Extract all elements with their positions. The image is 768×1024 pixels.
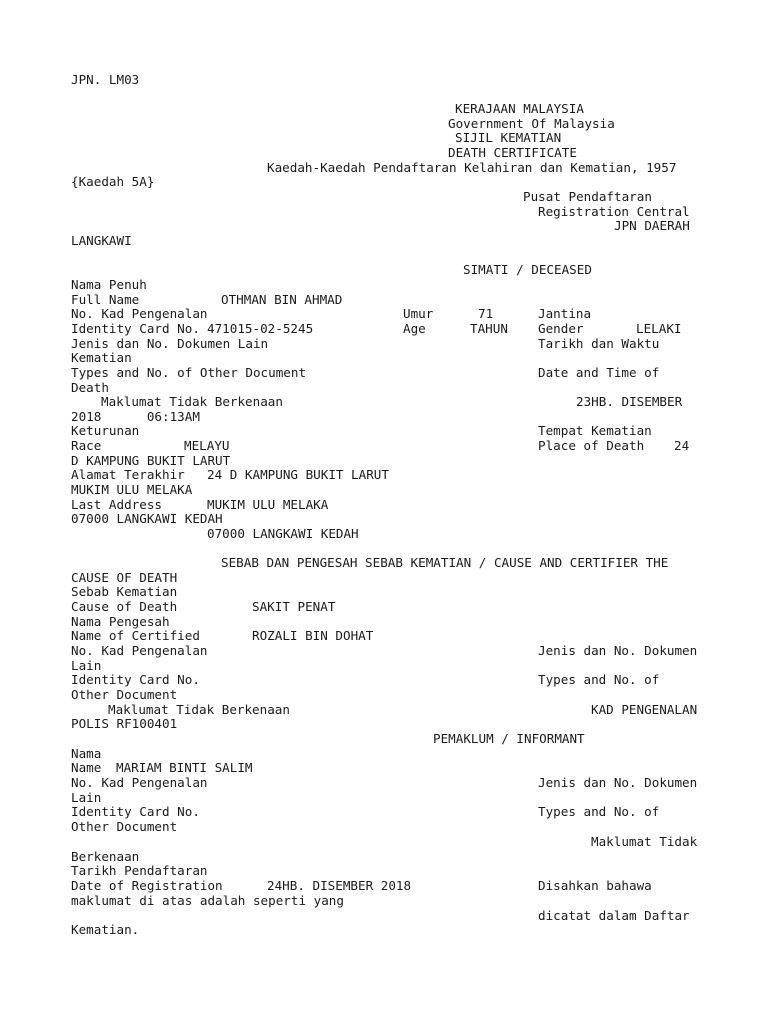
certifier-ic-value: Maklumat Tidak Berkenaan [108,702,290,717]
registration-centre-label-english: Registration Central [538,204,690,219]
certifier-doc-label-english: Types and No. of [538,672,660,687]
age-label-malay: Umur [403,306,434,321]
deceased-other-document: Maklumat Tidak Berkenaan [101,394,283,409]
death-date-time: 2018 06:13AM [71,409,200,424]
last-address-line-1: 24 D KAMPUNG BUKIT LARUT [207,467,389,482]
other-document-label-malay-wrap: Kematian [71,350,132,365]
death-datetime-label-english: Date and Time of [538,365,660,380]
other-document-label-malay: Jenis dan No. Dokumen Lain [71,336,269,351]
other-document-label-english-wrap: Death [71,380,109,395]
registration-centre-name: JPN DAERAH [614,218,690,233]
informant-doc-value: Maklumat Tidak [591,834,698,849]
rule-reference: {Kaedah 5A} [71,174,155,189]
certifier-label-english: Name of Certified [71,628,200,643]
gender-label-malay: Jantina [538,306,592,321]
certifier-label-malay: Nama Pengesah [71,614,170,629]
deceased-full-name: OTHMAN BIN AHMAD [221,292,343,307]
registration-centre-district: LANGKAWI [71,233,132,248]
gender-label-english: Gender [538,321,584,336]
place-of-death-label-english: Place of Death [538,438,645,453]
certificate-title-english: DEATH CERTIFICATE [448,145,577,160]
death-datetime-label-malay: Tarikh dan Waktu [538,336,660,351]
informant-name-label-malay: Nama [71,746,102,761]
deceased-age: 71 [478,306,494,321]
other-document-label-english: Types and No. of Other Document [71,365,307,380]
full-name-label-malay: Nama Penuh [71,277,147,292]
registration-date: 24HB. DISEMBER 2018 [267,878,412,893]
deceased-gender: LELAKI [636,321,682,336]
place-of-death-wrap: D KAMPUNG BUKIT LARUT [71,453,231,468]
death-date: 23HB. DISEMBER [576,394,683,409]
cause-section-title-wrap: CAUSE OF DEATH [71,570,178,585]
certifier-ic-label-english: Identity Card No. [71,672,200,687]
verification-statement-4: Kematian. [71,922,140,937]
last-address-wrap-1: MUKIM ULU MELAKA [71,482,193,497]
registration-date-label-english: Date of Registration [71,878,223,893]
cause-section-title: SEBAB DAN PENGESAH SEBAB KEMATIAN / CAUSE AND CERTIFIER THE [221,555,669,570]
informant-name: MARIAM BINTI SALIM [116,760,253,775]
certifier-doc-label-malay: Jenis dan No. Dokumen [538,643,698,658]
race-label-english: Race [71,438,102,453]
informant-name-label-english: Name [71,760,102,775]
cause-of-death-label-english: Cause of Death [71,599,178,614]
age-label-english: Age [403,321,426,336]
ic-label-malay: No. Kad Pengenalan [71,306,208,321]
certifier-doc-value-wrap: POLIS RF100401 [71,716,178,731]
last-address-wrap-2: 07000 LANGKAWI KEDAH [71,511,223,526]
race-label-malay: Keturunan [71,423,140,438]
informant-doc-label-malay-wrap: Lain [71,790,102,805]
last-address-line-3: 07000 LANGKAWI KEDAH [207,526,359,541]
government-name-malay: KERAJAAN MALAYSIA [455,101,584,116]
deceased-section-title: SIMATI / DECEASED [463,262,592,277]
informant-ic-label-english: Identity Card No. [71,804,200,819]
age-unit: TAHUN [470,321,508,336]
last-address-line-2: MUKIM ULU MELAKA [207,497,329,512]
deceased-race: MELAYU [184,438,230,453]
informant-doc-label-malay: Jenis dan No. Dokumen [538,775,698,790]
certifier-ic-label-malay: No. Kad Pengenalan [71,643,208,658]
cause-of-death-label-malay: Sebab Kematian [71,584,178,599]
full-name-label-english: Full Name [71,292,140,307]
place-of-death-label-malay: Tempat Kematian [538,423,652,438]
certifier-doc-value: KAD PENGENALAN [591,702,698,717]
verification-statement-1: Disahkan bahawa [538,878,652,893]
form-code: JPN. LM03 [71,72,140,87]
informant-doc-label-english-wrap: Other Document [71,819,178,834]
informant-doc-label-english: Types and No. of [538,804,660,819]
verification-statement-3: dicatat dalam Daftar [538,908,690,923]
last-address-label-malay: Alamat Terakhir [71,467,185,482]
registration-date-label-malay: Tarikh Pendaftaran [71,863,208,878]
cause-of-death: SAKIT PENAT [252,599,336,614]
registration-centre-label-malay: Pusat Pendaftaran [523,189,652,204]
last-address-label-english: Last Address [71,497,162,512]
place-of-death: 24 [674,438,690,453]
deceased-ic-number: 471015-02-5245 [207,321,314,336]
certifier-doc-label-english-wrap: Other Document [71,687,178,702]
verification-statement-2: maklumat di atas adalah seperti yang [71,893,344,908]
government-name-english: Government Of Malaysia [448,116,615,131]
certifier-doc-label-malay-wrap: Lain [71,658,102,673]
informant-section-title: PEMAKLUM / INFORMANT [433,731,585,746]
certificate-title-malay: SIJIL KEMATIAN [455,130,562,145]
ic-label-english: Identity Card No. [71,321,200,336]
certifier-name: ROZALI BIN DOHAT [252,628,374,643]
governing-rules: Kaedah-Kaedah Pendaftaran Kelahiran dan Kematian, 1957 [267,160,677,175]
informant-doc-value-wrap: Berkenaan [71,849,140,864]
informant-ic-label-malay: No. Kad Pengenalan [71,775,208,790]
